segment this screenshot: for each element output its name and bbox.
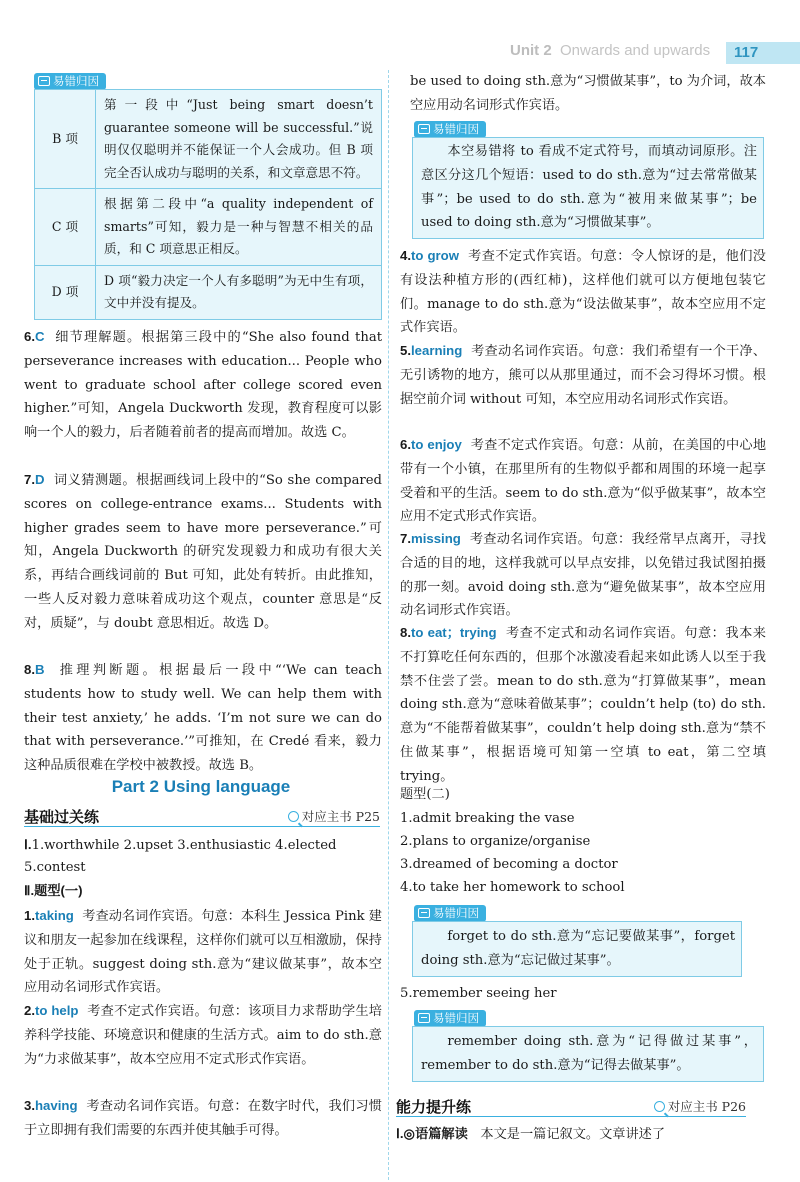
section-title: 基础过关练 [24,808,100,826]
search-icon [288,811,299,822]
answer-7: 7.D 词义猜测题。根据画线词上段中的“So she compared scores on college-entrance exams... Students with higher grades seem to have more perseverance.”可知，Angela Duckworth 的研究发现毅力和成功有很大关系，再结合画线词前的 But 可知，此处有转折。由此推知，一些人反对毅力意味着成功这个观点，counter 意思是“反对，质疑”，与 doubt 意思相近。故选 D。 [24,472,382,631]
note-icon [418,124,430,134]
error-tag: 易错归因 [414,121,486,138]
vocab-answers: Ⅰ.1.worthwhile 2.upset 3.enthusiastic 4.elected [24,837,337,853]
error-box [412,1026,764,1082]
answer-6: 6.C 细节理解题。根据第三段中的“She also found that perseverance increases with education... People who went to graduate school after college scored even higher.”可知，Angela Duckworth 发现，教育程度可以影响一个人的毅力，后者随着前者的提高而增加。故选 C。 [24,329,382,441]
section-basic [24,806,380,827]
table-row [35,189,382,266]
note-icon [38,76,50,86]
passage-analysis: Ⅰ.◎语篇解读 本文是一篇记叙文。文章讲述了 [396,1126,666,1142]
table-row [35,90,382,189]
unit-label: Unit 2 [510,42,552,59]
note-icon [418,1013,430,1023]
type-2-answer: 2.plans to organize/organise [400,834,591,849]
book-reference: 对应主书 P25 [288,807,380,825]
running-head [510,42,710,59]
page-number: 117 [726,42,800,64]
option-key: B 项 [35,90,96,189]
unit-title: Onwards and upwards [560,42,711,59]
answer-4: 4.to grow 考查不定式作宾语。句意：令人惊讶的是，他们没有设法种植方形的(西红柿)，这样他们就可以方便地包装它们。manage to do sth.意为“设法做某事”，故本空应用不定式作宾语。 [400,248,766,336]
answer-6-right: 6.to enjoy 考查不定式作宾语。句意：从前，在美国的中心地带有一个小镇，在那里所有的生物似乎都和周围的环境一起享受着和平的生活。seem to do sth.意为“似乎做某事”，故本空应用不定式形式作宾语。 [400,437,767,525]
answer-3: 3.having 考查动名词作宾语。句意：在数字时代，我们习惯于立即拥有我们需要的东西并使其触手可得。 [24,1098,382,1138]
option-explanation: 根据第二段中“a quality independent of smarts”可知，毅力是一种与智慧不相关的品质，和 C 项意思正相反。 [96,189,382,266]
answer-2: 2.to help 考查不定式作宾语。句意：该项目力求帮助学生培养科学技能、环境意识和健康的生活方式。aim to do sth.意为“力求做某事”，故本空应用不定式形式作宾语。 [24,1003,382,1067]
error-box [412,137,764,239]
error-box-text: remember doing sth.意为“记得做过某事”，remember to do sth.意为“记得去做某事”。 [421,1034,757,1073]
answer-8-right: 8.to eat；trying 考查不定式和动名词作宾语。句意：我本来不打算吃任何东西的，但那个冰激凌看起来如此诱人以至于我禁不住尝了尝。mean to do sth.意为“打算做某事”，mean doing sth.意为“意味着做某事”；couldn’t help (to) do sth.意为“不能帮着做某事”，couldn’t help doing sth.意为“禁不住做某事”，根据语境可知第一空填 to eat，第二空填 trying。 [400,625,766,784]
type-2-answer: 3.dreamed of becoming a doctor [400,857,618,872]
answer-8: 8.B 推理判断题。根据最后一段中“‘We can teach students how to study well. We can help them with their test anxiety,’ he adds. ‘I’m not sure we can do that with perseverance.’”可推知，在 Credé 看来，毅力这种品质很难在学校中被教授。故选 B。 [24,662,383,774]
answer-5: 5.learning 考查动名词作宾语。句意：我们希望有一个干净、无引诱物的地方，熊可以从那里通过，而不会习得坏习惯。根据空前介词 without 可知，本空应用动名词形式作宾语。 [400,343,767,407]
table-row [35,265,382,319]
option-explanation: 第一段中“Just being smart doesn’t guarantee someone will be successful.”说明仅仅聪明并不能保证一个人会成功。但 B 项完全否认成功与聪明的关系，和文章意思不符。 [96,90,382,189]
error-box [412,921,742,977]
type-2-answer: 1.admit breaking the vase [400,811,575,826]
error-tag: 易错归因 [414,905,486,922]
type-1-heading: Ⅱ.题型(一) [24,883,83,898]
error-tag: 易错归因 [414,1010,486,1027]
type-2-heading: 题型(二) [400,787,450,802]
section-advanced [396,1096,746,1117]
note-icon [418,908,430,918]
book-reference: 对应主书 P26 [654,1097,746,1115]
answer-1: 1.taking 考查动名词作宾语。句意：本科生 Jessica Pink 建议和朋友一起参加在线课程，这样你们就可以互相激励，保持处于正轨。suggest doing sth.意为“建议做某事”，故本空应用动名词形式作宾语。 [24,908,382,996]
type-2-answer: 4.to take her homework to school [400,880,625,895]
answer-3-continued: be used to doing sth.意为“习惯做某事”，to 为介词，故本空应用动名词形式作宾语。 [410,74,766,113]
section-title: 能力提升练 [396,1098,472,1116]
option-key: D 项 [35,265,96,319]
error-box-text: 本空易错将 to 看成不定式符号，而填动词原形。注意区分这几个短语：used to do sth.意为“过去常常做某事”；be used to do sth.意为“被用来做某事”；be used to doing sth.意为“习惯做某事”。 [421,144,757,231]
part-2-heading: Part 2 Using language [111,777,291,796]
error-box-text: forget to do sth.意为“忘记要做某事”，forget doing sth.意为“忘记做过某事”。 [421,929,735,968]
option-explanation: D 项“毅力决定一个人有多聪明”为无中生有项，文中并没有提及。 [96,265,382,319]
answer-7-right: 7.missing 考查动名词作宾语。句意：我经常早点离开，寻找合适的目的地，这样我就可以早点安排，以免错过我试图拍摄的那一刻。avoid doing sth.意为“避免做某事”，故本空应用动名词形式作宾语。 [400,531,766,619]
vocab-answers-cont: 5.contest [24,860,86,875]
error-tag: 易错归因 [34,73,106,90]
column-divider [388,70,389,1180]
page-header [0,0,800,70]
search-icon [654,1101,665,1112]
type-2-answer: 5.remember seeing her [400,986,557,1001]
error-analysis-table [34,89,382,320]
option-key: C 项 [35,189,96,266]
